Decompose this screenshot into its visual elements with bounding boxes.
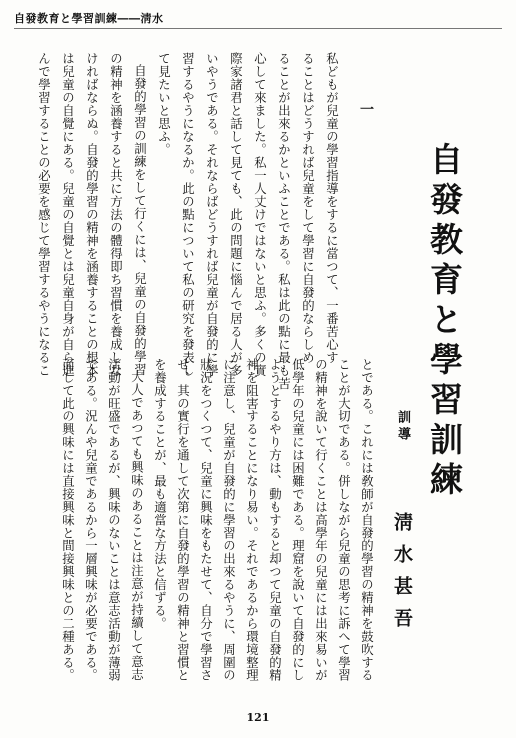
page-number: 121 bbox=[246, 711, 270, 724]
article-title: 自發教育と學習訓練 bbox=[425, 142, 464, 502]
bottom-text-column: に注意し、兒童が自發的に學習の出來るやうに、周圍の bbox=[221, 358, 237, 682]
bottom-text-column: 活動が旺盛であるが、興味のないことは意志活動が薄弱 bbox=[106, 358, 122, 682]
top-text-column: んで學習することの必要を感じて學習するやうになるこ bbox=[36, 52, 52, 377]
bottom-text-column: 神を阻害することになり易い。それであるから環境整理 bbox=[244, 358, 260, 682]
top-text-column: 私どもが兒童の學習指導をするに當つて、一番苦心す bbox=[324, 52, 340, 364]
bottom-text-column: の精神を說いて行くことは高學年の兒童には出來易いが bbox=[313, 358, 329, 682]
top-text-column: 心して來ました。私一人丈けではないと思ふ。多くの實 bbox=[252, 52, 268, 377]
bottom-text-column: 狀況をつくつて、兒童に興味をもたせて、自分で學習さ bbox=[198, 358, 214, 682]
bottom-text-column: である。況んや兒童であるから一層興味が必要である。 bbox=[83, 358, 99, 682]
section-number: 一 bbox=[358, 102, 374, 116]
top-text-column: ることはどうすれば兒童をして學習に自發的ならしめ bbox=[300, 52, 316, 364]
bottom-text-column: ことが大切である。併しながら兒童の思考に訴へて學習 bbox=[336, 358, 352, 682]
bottom-text-column: せ、其の實行を通して次第に自發的學習の精神と習慣と bbox=[175, 358, 191, 682]
top-text-column: は兒童の自覺にある。兒童の自覺とは兒童自身が自ら進 bbox=[60, 52, 76, 377]
top-text-column: て見たいと思ふ。 bbox=[156, 52, 172, 156]
top-text-column: 習するやうになるか。此の點について私の研究を發表し bbox=[180, 52, 196, 377]
top-text-column: ることが出來るかといふことである。私は此の點に最も苦 bbox=[276, 52, 292, 390]
bottom-text-column: ようとするやり方は、動もすると却つて兒童の自發的精 bbox=[267, 358, 283, 682]
top-text-column: 自發的學習の訓練をして行くには、兒童の自發的學習 bbox=[132, 64, 148, 376]
running-head: 自發教育と學習訓練――淸水 bbox=[14, 12, 164, 25]
bottom-text-block bbox=[60, 358, 382, 682]
bottom-text-column: 大人であつても興味のあることは注意が持續して意志 bbox=[129, 370, 145, 681]
top-text-column: 際家諸君と話して見ても、此の問題に惱んで居る人が多 bbox=[228, 52, 244, 377]
top-text-block bbox=[12, 52, 342, 390]
bottom-text-column: 而して此の興味には直接興味と間接興味との二種ある。 bbox=[60, 358, 76, 682]
bottom-text-column: を養成することが、最も適當な方法と信ずる。 bbox=[152, 358, 168, 630]
header-rule bbox=[14, 28, 502, 29]
top-text-column: ければならぬ。自發的學習の精神を涵養することの根本 bbox=[84, 52, 100, 377]
bottom-text-column: とである。これには敎師が自發的學習の精神を鼓吹する bbox=[359, 358, 375, 682]
top-text-column: いやうである。それならばどうすれば兒童が自發的に學 bbox=[204, 52, 220, 377]
author-role: 訓導 bbox=[395, 410, 410, 444]
author-name: 淸水甚吾 bbox=[391, 512, 413, 640]
top-text-column: の精神を涵養すると共に方法の體得即ち習慣を養成しな bbox=[108, 52, 124, 377]
bottom-text-column: 低學年の兒童には困難である。理窟を說いて自發的にし bbox=[290, 358, 306, 682]
